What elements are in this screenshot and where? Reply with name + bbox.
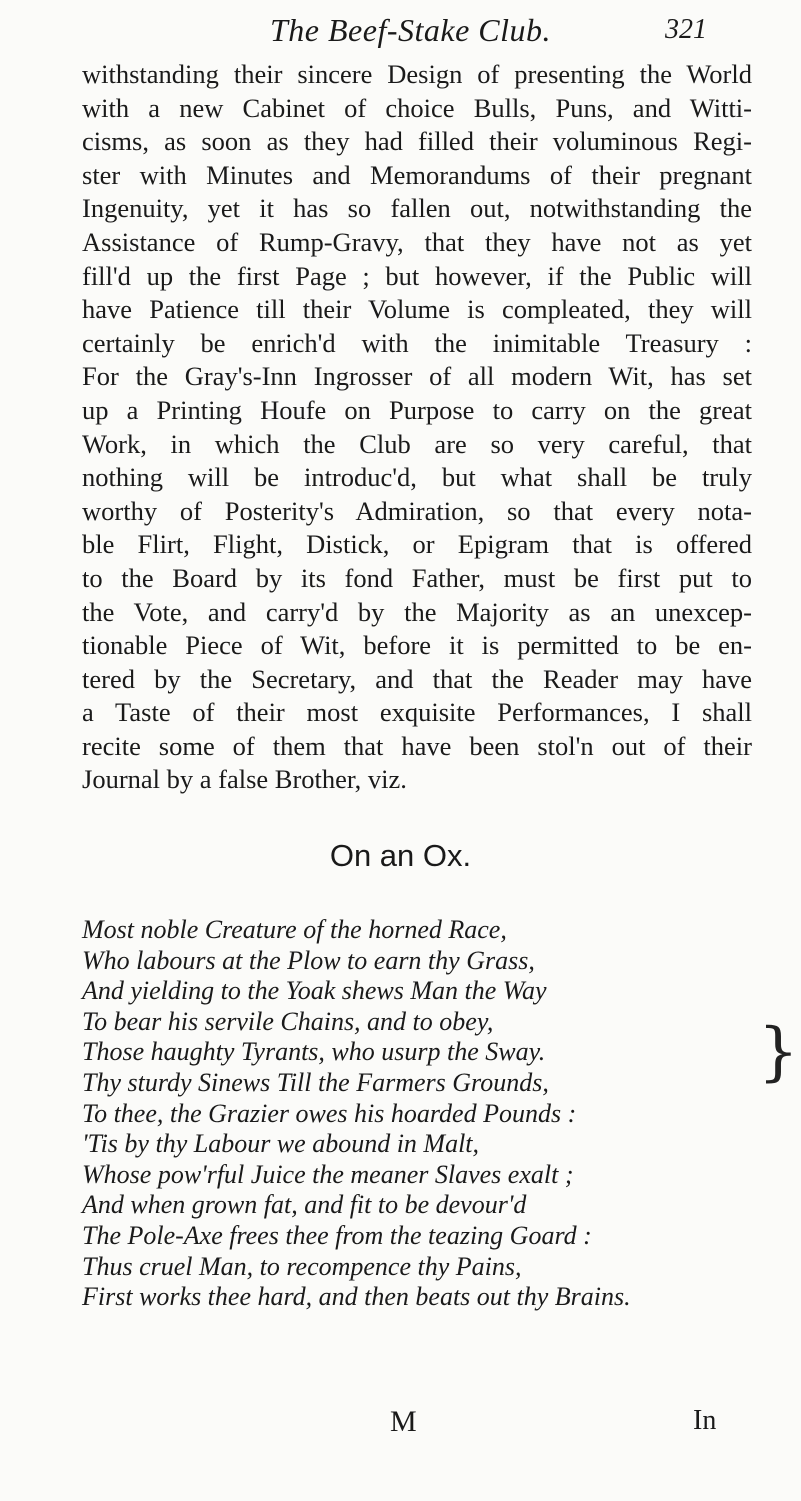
running-title: The Beef-Stake Club.	[270, 12, 552, 48]
prose-line: recite some of them that have been stol'n out of their	[82, 730, 752, 761]
prose-line: certainly be enrich'd with the inimitable Treasury :	[82, 327, 752, 358]
prose-line: Ingenuity, yet it has so fallen out, notwithstanding the	[82, 193, 752, 224]
prose-line: fill'd up the first Page ; but however, if the Public will	[82, 260, 752, 291]
prose-line: to the Board by its fond Father, must be first put to	[82, 562, 752, 593]
prose-line: Work, in which the Club are so very careful, that	[82, 428, 752, 459]
prose-line: worthy of Posterity's Admiration, so that every nota-	[82, 495, 752, 526]
prose-line: up a Printing Houfe on Purpose to carry on the great	[82, 394, 752, 425]
poem-verse: Whose pow'rful Juice the meaner Slaves exalt ;	[82, 1159, 574, 1189]
prose-line: Assistance of Rump-Gravy, that they have not as yet	[82, 226, 752, 257]
page-footer	[0, 1405, 801, 1445]
poem-verse: First works thee hard, and then beats out thy Brains.	[82, 1282, 631, 1312]
prose-line: with a new Cabinet of choice Bulls, Puns, and Witti-	[82, 92, 752, 123]
prose-line: withstanding their sincere Design of presenting the World	[82, 59, 752, 89]
poem-verse: Who labours at the Plow to earn thy Grass,	[82, 945, 535, 975]
prose-line: cisms, as soon as they had filled their voluminous Regi-	[82, 126, 752, 157]
poem-verse: The Pole-Axe frees thee from the teazing Goard :	[82, 1220, 592, 1250]
prose-line: ster with Minutes and Memorandums of their pregnant	[82, 159, 752, 190]
prose-line: ble Flirt, Flight, Distick, or Epigram that is offered	[82, 529, 752, 560]
page-number: 321	[665, 14, 707, 45]
poem-title: On an Ox.	[329, 838, 472, 873]
prose-line: tered by the Secretary, and that the Reader may have	[82, 663, 752, 694]
catchword: In	[693, 1405, 717, 1436]
poem	[82, 915, 762, 1313]
poem-verse: And yielding to the Yoak shews Man the Way	[82, 976, 547, 1006]
poem-verse: 'Tis by thy Labour we abound in Malt,	[82, 1129, 480, 1159]
prose-line: tionable Piece of Wit, before it is permitted to be en-	[82, 630, 752, 661]
prose-line: a Taste of their most exquisite Performances, I shall	[82, 697, 752, 728]
poem-verse: To thee, the Grazier owes his hoarded Pounds :	[82, 1098, 577, 1128]
poem-verse: And when grown fat, and fit to be devour'd	[82, 1190, 527, 1220]
poem-verse: Thus cruel Man, to recompence thy Pains,	[82, 1251, 522, 1281]
prose-line: the Vote, and carry'd by the Majority as an unexcep-	[82, 596, 752, 627]
prose-line: have Patience till their Volume is compleated, they will	[82, 294, 752, 325]
signature-mark: M	[390, 1405, 417, 1438]
prose-line: For the Gray's-Inn Ingrosser of all modern Wit, has set	[82, 361, 752, 392]
prose-line: nothing will be introduc'd, but what shall be truly	[82, 462, 752, 493]
poem-verse: To bear his servile Chains, and to obey,	[82, 1006, 494, 1036]
triplet-brace: }	[758, 1015, 799, 1089]
poem-verse: Most noble Creature of the horned Race,	[82, 915, 507, 944]
prose-line: Journal by a false Brother, viz.	[82, 764, 407, 795]
prose-paragraph	[82, 58, 752, 797]
poem-verse: Those haughty Tyrants, who usurp the Sway.	[82, 1037, 546, 1067]
poem-verse: Thy sturdy Sinews Till the Farmers Grounds,	[82, 1067, 549, 1097]
running-head	[0, 12, 801, 52]
